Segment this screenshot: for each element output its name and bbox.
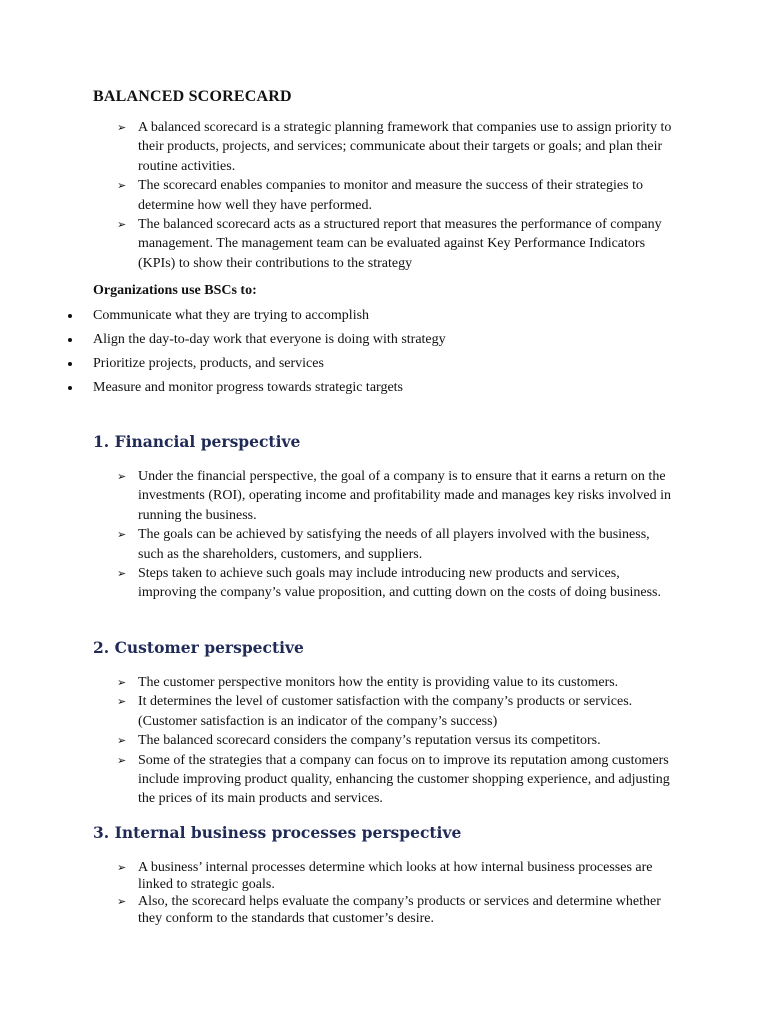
list-item [117, 467, 677, 525]
arrow-bullet-icon: ➢ [117, 179, 127, 193]
list-item-text: Measure and monitor progress towards strategic targets [93, 380, 403, 395]
list-item [117, 893, 677, 927]
list-item-text: Also, the scorecard helps evaluate the company’s products or services and determine whether they conform to the standards that customer’s desire. [138, 894, 661, 926]
internal-processes-list [117, 859, 677, 927]
list-item [68, 328, 446, 352]
uses-list [68, 304, 446, 400]
list-item-text: A balanced scorecard is a strategic planning framework that companies use to assign priority to their products, projects, and services; communicate about their targets or goals; and plan their routine activities. [138, 120, 672, 174]
list-item-text: Prioritize projects, products, and services [93, 356, 324, 371]
bullet-dot-icon [68, 314, 72, 318]
list-item-text: It determines the level of customer satisfaction with the company’s products or services. (Customer satisfaction is an indicator of the company’s success) [138, 694, 633, 729]
customer-list [117, 673, 677, 809]
financial-list [117, 467, 677, 603]
list-item-text: The scorecard enables companies to monitor and measure the success of their strategies to determine how well they have performed. [138, 178, 643, 213]
list-item [117, 564, 677, 603]
list-item [117, 692, 677, 731]
arrow-bullet-icon: ➢ [117, 861, 127, 874]
list-item-text: The customer perspective monitors how the entity is providing value to its customers. [138, 675, 619, 690]
arrow-bullet-icon: ➢ [117, 895, 127, 908]
list-item [117, 176, 677, 215]
bullet-dot-icon [68, 362, 72, 366]
list-item-text: The goals can be achieved by satisfying the needs of all players involved with the business, such as the shareholders, customers, and suppliers. [138, 527, 650, 562]
document-title: BALANCED SCORECARD [93, 88, 292, 105]
section-heading-financial: 1. Financial perspective [93, 432, 301, 451]
list-item-text: Communicate what they are trying to accomplish [93, 308, 370, 323]
list-item-text: The balanced scorecard acts as a structured report that measures the performance of company management. The management team can be evaluated against Key Performance Indicators (KPIs) to show their contributions to the strategy [138, 217, 662, 271]
section-heading-internal-processes: 3. Internal business processes perspective [93, 823, 462, 842]
arrow-bullet-icon: ➢ [117, 470, 127, 483]
arrow-bullet-icon: ➢ [117, 528, 127, 542]
list-item-text: Align the day-to-day work that everyone is doing with strategy [93, 332, 446, 347]
bullet-dot-icon [68, 386, 72, 390]
arrow-bullet-icon: ➢ [117, 695, 127, 709]
arrow-bullet-icon: ➢ [117, 567, 127, 581]
list-item [117, 118, 677, 176]
arrow-bullet-icon: ➢ [117, 734, 127, 748]
list-item-text: Steps taken to achieve such goals may include introducing new products and services, improving the company’s value proposition, and cutting down on the costs of doing business. [138, 566, 661, 601]
arrow-bullet-icon: ➢ [117, 218, 127, 232]
list-item [117, 731, 677, 750]
list-item [117, 525, 677, 564]
list-item-text: The balanced scorecard considers the company’s reputation versus its competitors. [138, 733, 601, 749]
list-item [68, 376, 446, 400]
list-item-text: Some of the strategies that a company can focus on to improve its reputation among customers include improving product quality, enhancing the customer shopping experience, and adjusting the prices of its main products and services. [138, 752, 670, 807]
arrow-bullet-icon: ➢ [117, 676, 127, 689]
list-item [117, 751, 677, 809]
list-item [68, 304, 446, 328]
list-item [117, 215, 677, 273]
list-item-text: A business’ internal processes determine which looks at how internal business processes are linked to strategic goals. [138, 860, 653, 892]
section-heading-customer: 2. Customer perspective [93, 638, 304, 657]
list-item [117, 859, 677, 893]
list-item [68, 352, 446, 376]
list-item-text: Under the financial perspective, the goal of a company is to ensure that it earns a return on the investments (ROI), operating income and profitability made and manages key risks involved in running the business. [138, 469, 672, 523]
uses-heading: Organizations use BSCs to: [93, 283, 257, 298]
intro-list [117, 118, 677, 273]
bullet-dot-icon [68, 338, 72, 342]
arrow-bullet-icon: ➢ [117, 121, 127, 134]
arrow-bullet-icon: ➢ [117, 753, 127, 767]
list-item [117, 673, 677, 692]
